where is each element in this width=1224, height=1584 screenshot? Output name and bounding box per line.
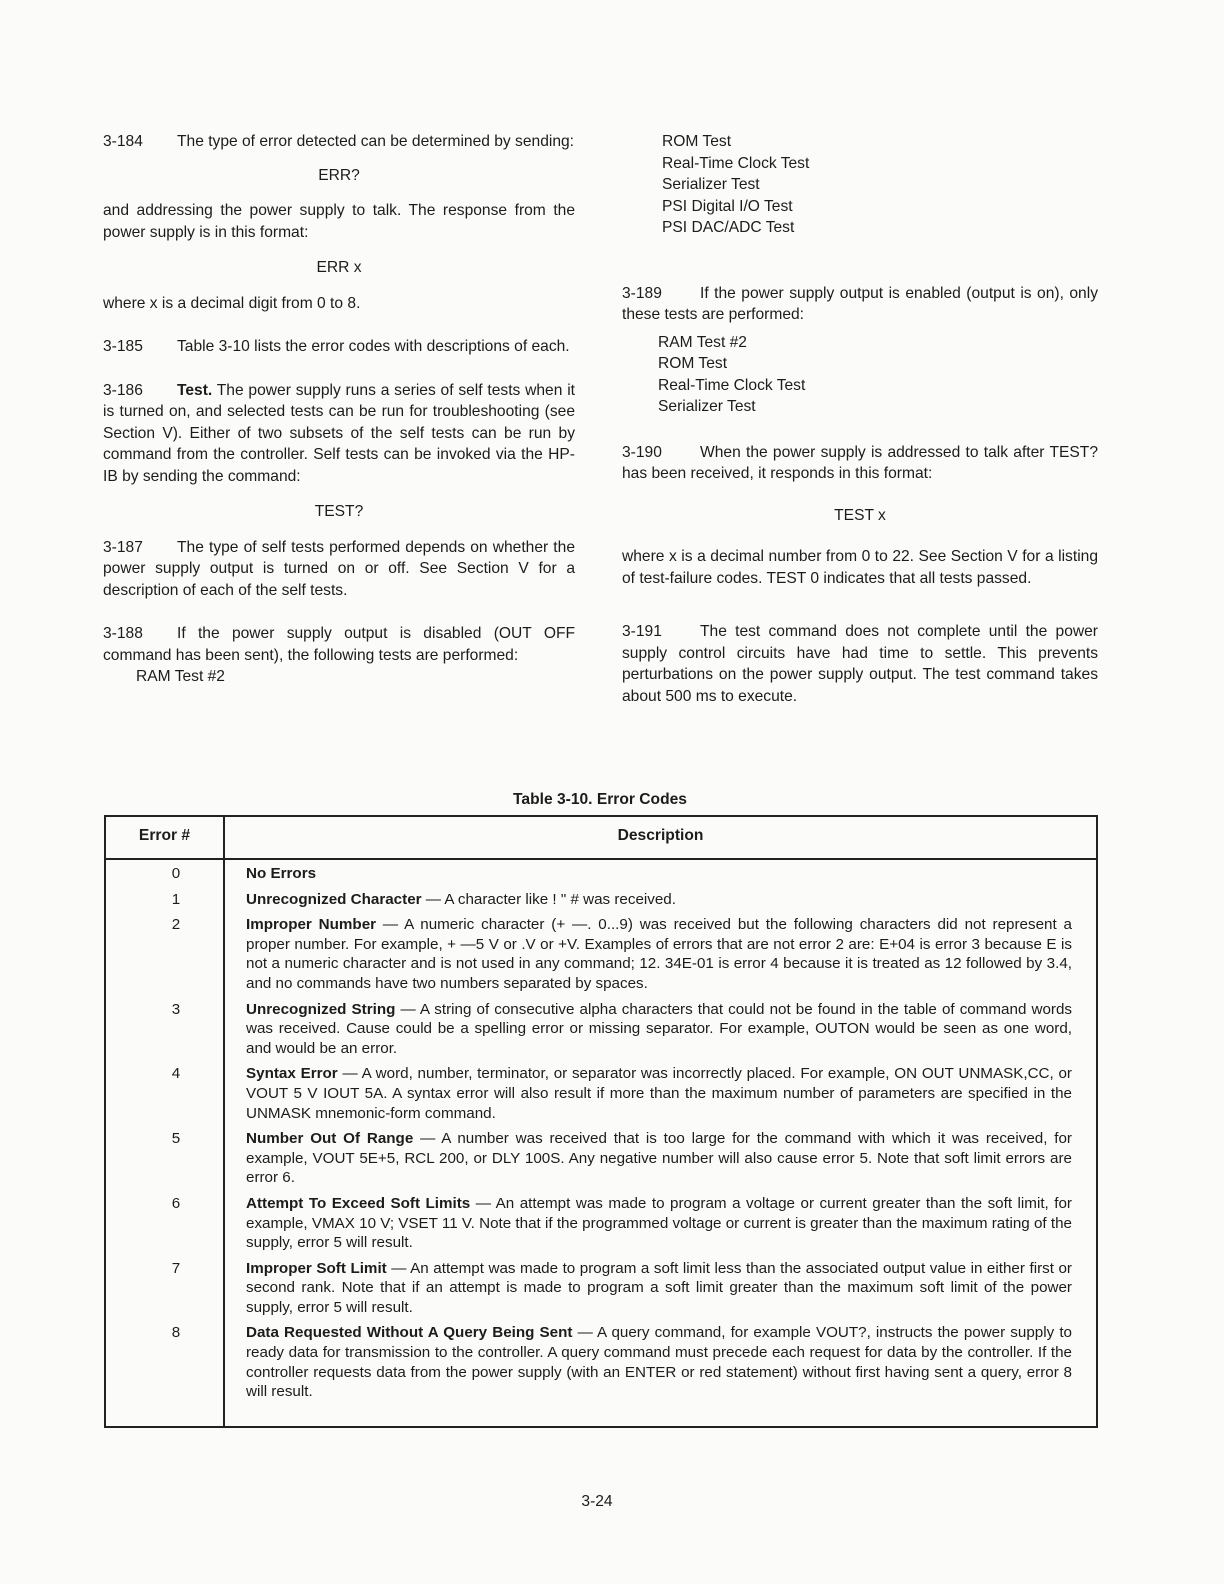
list-item: Serializer Test (662, 176, 760, 193)
error-code: 7 (171, 1259, 181, 1277)
error-codes-table (104, 815, 1098, 1428)
table-row (106, 1194, 1096, 1253)
table-row (106, 864, 1096, 884)
list-item: PSI DAC/ADC Test (662, 219, 795, 236)
paragraph-3-188: 3-188 If the power supply output is disabled (OUT OFF command has been sent), the following tests are performed: (103, 625, 575, 664)
page-number: 3-24 (581, 1493, 613, 1510)
error-description: — An attempt was made to program a soft limit less than the associated output value in either first or second rank. Note that if an attempt is made to program a soft limit greater than the maximum soft limit of the power supply, error 5 will result. (246, 1259, 1072, 1316)
error-code: 3 (171, 1000, 181, 1018)
test-list-output-off (662, 131, 1098, 239)
column-header-description: Description (617, 827, 704, 844)
error-title: Data Requested Without A Query Being Sent (246, 1324, 573, 1342)
list-item: RAM Test #2 (136, 668, 225, 685)
error-code: 0 (171, 865, 181, 882)
column-header-error: Error # (138, 827, 191, 844)
error-code: 2 (171, 916, 181, 934)
paragraph-3-185: 3-185 Table 3-10 lists the error codes with descriptions of each. (103, 338, 570, 355)
table-row (106, 1000, 1096, 1059)
paragraph-3-190-where: where x is a decimal number from 0 to 22. See Section V for a listing of test-failure codes. TEST 0 indicates that all tests passed. (622, 548, 1098, 587)
error-description: — A string of consecutive alpha characters that could not be found in the table of command words was received. Cause could be a spelling error or missing separator. For example, OUTON would be seen as one word, and would be an error. (246, 1000, 1072, 1057)
error-title: Unrecognized Character (246, 890, 422, 908)
error-title: Attempt To Exceed Soft Limits (246, 1194, 471, 1212)
list-item: Serializer Test (658, 398, 756, 415)
test-list-output-on (658, 332, 1098, 418)
paragraph-3-190: 3-190 When the power supply is addressed to talk after TEST? has been received, it responds in this format: (622, 443, 1098, 482)
table-row (106, 890, 1096, 910)
paragraph-3-186: 3-186 Test. The power supply runs a series of self tests when it is turned on, and selected tests can be run for troubleshooting (see Section V). Either of two subsets of the self tests can be run by command from the controller. Self tests can be invoked via the HP-IB by sending the command: (103, 381, 575, 485)
paragraph-3-184-where: where x is a decimal digit from 0 to 8. (103, 294, 361, 312)
table-title: Table 3-10. Error Codes (513, 791, 687, 808)
error-title: Number Out Of Range (246, 1130, 414, 1148)
list-item: ROM Test (658, 355, 728, 372)
paragraph-3-184: 3-184 The type of error detected can be determined by sending: (103, 133, 575, 150)
error-code: 8 (171, 1324, 181, 1342)
error-code: 5 (171, 1130, 181, 1148)
paragraph-3-187: 3-187 The type of self tests performed depends on whether the power supply output is turned on or off. See Section V for a description of each of the self tests. (103, 538, 575, 599)
table-row (106, 1323, 1096, 1401)
error-title: Improper Number (246, 916, 377, 934)
paragraph-3-191: 3-191 The test command does not complete until the power supply control circuits have had time to settle. This prevents perturbations on the power supply output. The test command takes about 500 ms to execute. (622, 623, 1098, 705)
command-err-query: ERR? (318, 166, 360, 184)
command-test-x: TEST x (834, 506, 886, 524)
error-description: — An attempt was made to program a voltage or current greater than the soft limit, for example, VMAX 10 V; VSET 11 V. Note that if the programmed voltage or current is greater than the maximum rating of the supply, error 5 will result. (246, 1194, 1072, 1252)
paragraph-3-184-response: and addressing the power supply to talk. The response from the power supply is in this format: (103, 202, 575, 241)
error-title: Unrecognized String (246, 1000, 396, 1018)
list-item: Real-Time Clock Test (658, 376, 806, 394)
list-item: ROM Test (662, 133, 732, 150)
list-item: RAM Test #2 (658, 333, 747, 351)
error-description: — A word, number, terminator, or separator was incorrectly placed. For example, ON OUT UNMASK,CC, or VOUT 5 V IOUT 5A. A syntax error will also result if more than the maximum number of parameters are specified in the UNMASK mnemonic-form command. (246, 1065, 1072, 1122)
error-code: 4 (171, 1065, 181, 1083)
list-item: PSI Digital I/O Test (662, 197, 793, 215)
error-description: — A number was received that is too large for the command with which it was received, for example, VOUT 5E+5, RCL 200, or DLY 100S. Any negative number will also cause error 5. Note that soft limit errors are error 6. (246, 1130, 1072, 1187)
list-item: Real-Time Clock Test (662, 154, 810, 172)
error-code: 1 (171, 890, 181, 908)
command-err-x: ERR x (316, 259, 362, 276)
error-description: — A numeric character (+ —. 0...9) was received but the following characters did not represent a proper number. For example, + —5 V or .V or +V. Examples of errors that are not error 2 are: E+04 is error 3 because E is not a numeric character and is not used in any command; 12. 34E-01 is error 4 because it is treated as 12 followed by 3.4, and no commands have two numbers separated by spaces. (246, 916, 1072, 992)
right-column (622, 131, 1098, 707)
error-description: — A character like ! " # was received. (425, 890, 676, 908)
table-row (106, 915, 1096, 993)
left-column (103, 131, 575, 688)
error-description: — A query command, for example VOUT?, instructs the power supply to ready data for transmission to the controller. A query command must precede each request for data by the controller. If the controller requests data from the power supply (with an ENTER or red statement) without first having sent a query, error 8 will result. (246, 1324, 1072, 1401)
error-code: 6 (171, 1194, 181, 1212)
error-title: Syntax Error (246, 1065, 338, 1083)
command-test-query: TEST? (314, 503, 364, 520)
error-title: No Errors (246, 865, 317, 882)
table-row (106, 1129, 1096, 1188)
paragraph-3-189: 3-189 If the power supply output is enabled (output is on), only these tests are performed: (622, 284, 1098, 323)
table-row (106, 1259, 1096, 1318)
table-row (106, 1064, 1096, 1123)
error-title: Improper Soft Limit (246, 1259, 387, 1277)
